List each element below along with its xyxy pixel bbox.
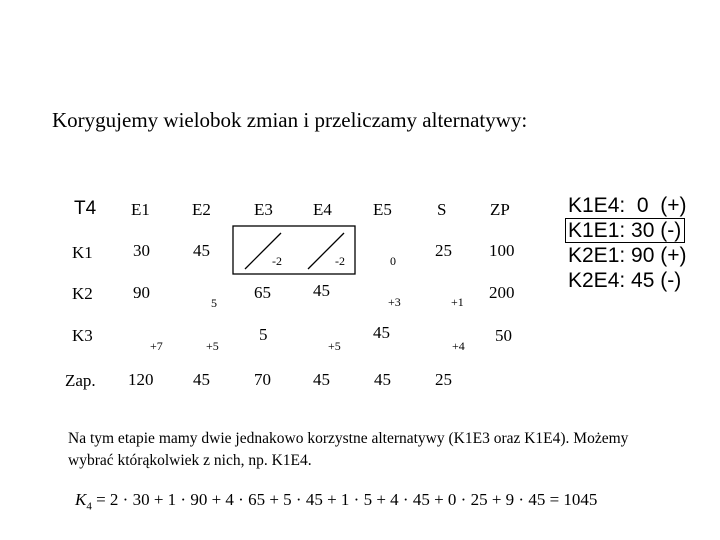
slide-heading: Korygujemy wielobok zmian i przeliczamy alternatywy: [52, 108, 528, 132]
cell-k2-e3: 65 [254, 283, 271, 302]
cell-k2-s: +1 [451, 295, 464, 309]
cell-k1-zp: 100 [489, 241, 515, 260]
row-label-k2: K2 [72, 284, 93, 303]
table-corner-label: T4 [74, 198, 97, 219]
zap-e1: 120 [128, 370, 154, 389]
cost-formula [75, 490, 597, 512]
cell-k3-zp: 50 [495, 326, 512, 345]
cell-k1-e1: 30 [133, 241, 150, 260]
legend-line-boxed: K1E1: 30 (-) [565, 218, 685, 243]
cell-k3-e3: 5 [259, 325, 268, 344]
change-legend [568, 193, 686, 293]
zap-e4: 45 [313, 370, 330, 389]
legend-line: K1E4: 0 (+) [568, 194, 687, 217]
formula-rhs: = 2 · 30 + 1 · 90 + 4 · 65 + 5 · 45 + 1 · 5 + 4 · 45 + 0 · 25 + 9 · 45 = 1045 [91, 490, 598, 509]
col-header-zp: ZP [490, 200, 510, 219]
cell-k1-e3: -2 [272, 254, 282, 268]
cell-k2-zp: 200 [489, 283, 515, 302]
col-header-e1: E1 [131, 200, 150, 219]
row-label-k3: K3 [72, 326, 93, 345]
cell-k3-e5: 45 [373, 323, 390, 342]
cell-k2-e1: 90 [133, 283, 150, 302]
legend-line: K2E1: 90 (+) [568, 244, 687, 267]
col-header-e2: E2 [192, 200, 211, 219]
legend-line: K2E4: 45 (-) [568, 269, 682, 292]
formula-lhs: K [75, 490, 87, 509]
zap-e2: 45 [193, 370, 210, 389]
zap-s: 25 [435, 370, 452, 389]
col-header-e5: E5 [373, 200, 392, 219]
col-header-e4: E4 [313, 200, 332, 219]
cell-k1-e5: 0 [390, 254, 396, 268]
formula-subscript: 4 [86, 500, 92, 513]
zap-e5: 45 [374, 370, 391, 389]
cell-k2-e4: 45 [313, 281, 330, 300]
cell-k1-e2: 45 [193, 241, 210, 260]
explanation-note: Na tym etapie mamy dwie jednakowo korzystne alternatywy (K1E3 oraz K1E4). Możemy wybrać którąkolwiek z nich, np. K1E4. [68, 430, 629, 469]
col-header-s: S [437, 200, 447, 219]
cell-k3-e4: +5 [328, 339, 341, 353]
cell-k2-e5: +3 [388, 295, 401, 309]
cell-k3-e1: +7 [150, 339, 163, 353]
cell-k1-e4: -2 [335, 254, 345, 268]
zap-e3: 70 [254, 370, 271, 389]
cell-k3-s: +4 [452, 339, 465, 353]
cell-k3-e2: +5 [206, 339, 219, 353]
row-label-k1: K1 [72, 243, 93, 262]
cell-k1-s: 25 [435, 241, 452, 260]
cell-k2-e2: 5 [211, 296, 217, 310]
col-header-e3: E3 [254, 200, 273, 219]
row-label-zap: Zap. [65, 371, 96, 390]
